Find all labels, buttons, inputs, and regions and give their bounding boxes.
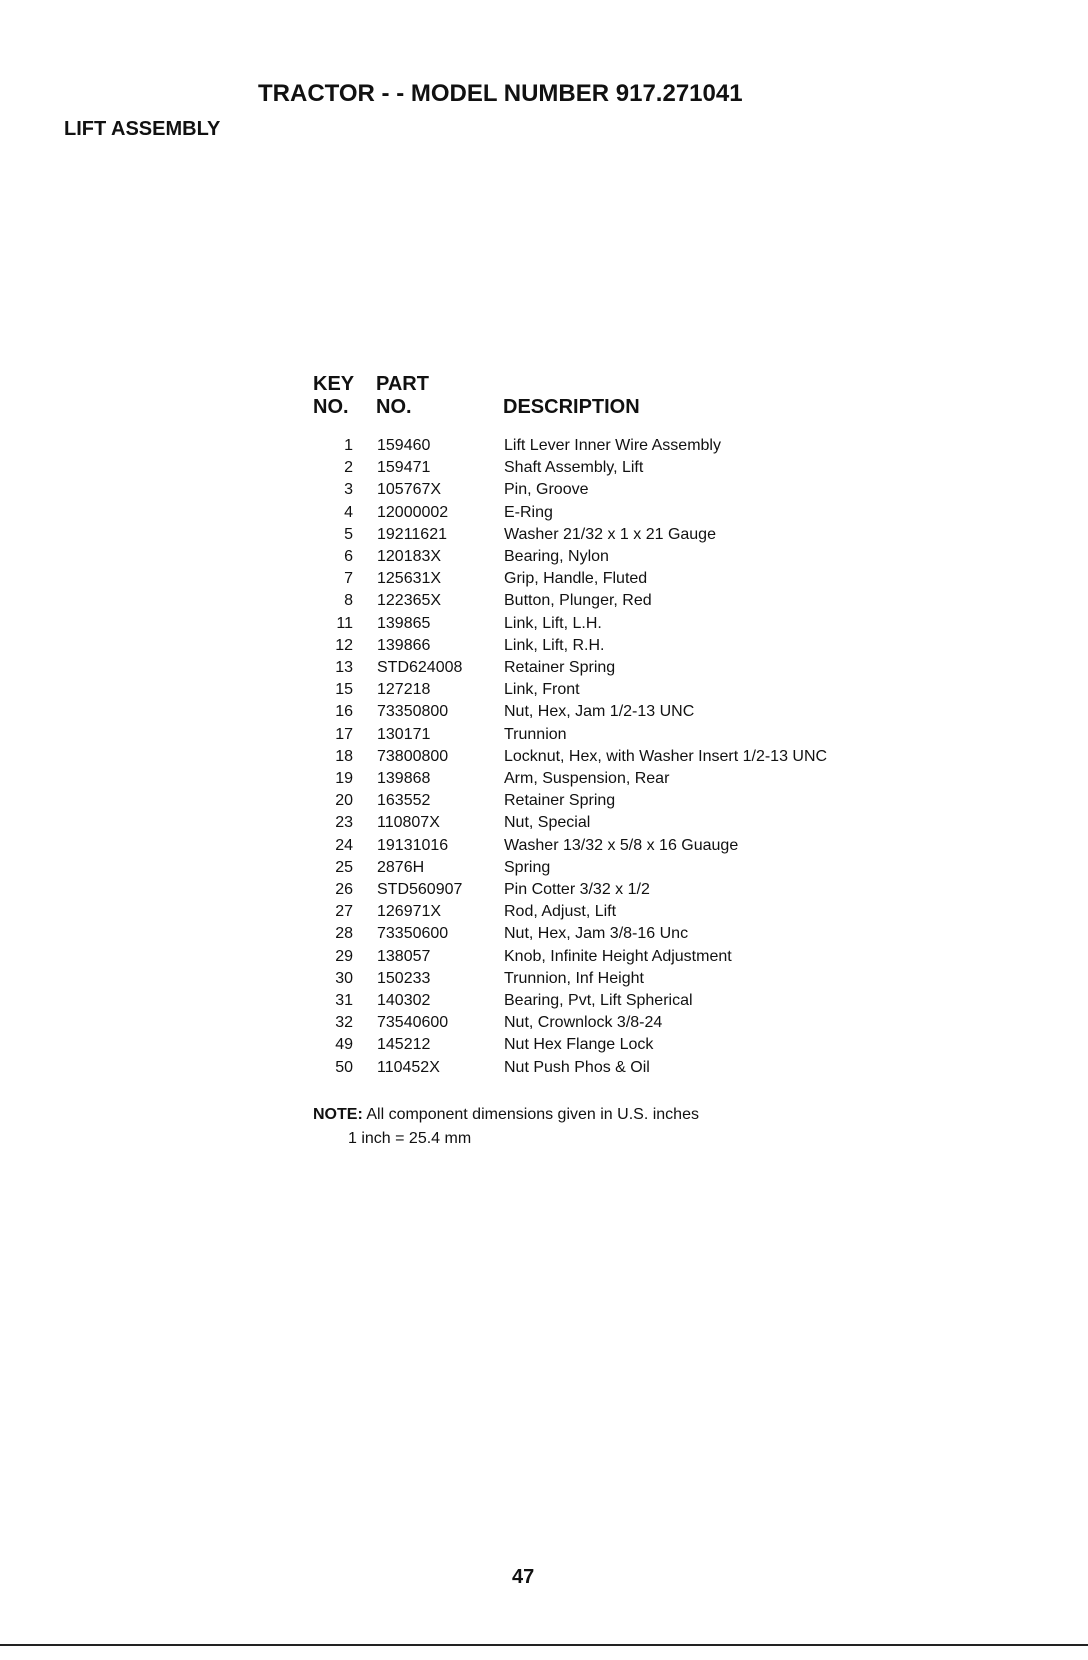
part-description: Lift Lever Inner Wire Assembly — [504, 437, 721, 454]
part-description: Pin, Groove — [504, 481, 589, 499]
table-row — [300, 435, 827, 457]
part-description: E-Ring — [504, 503, 553, 521]
part-number: 150233 — [377, 969, 431, 987]
part-description: Nut, Crownlock 3/8-24 — [504, 1014, 663, 1032]
key-number: 8 — [344, 592, 353, 610]
header-key-line2: NO. — [313, 396, 349, 418]
table-row — [300, 657, 827, 679]
table-row — [300, 968, 827, 990]
part-number: 105767X — [377, 481, 442, 499]
table-row — [300, 701, 827, 723]
table-row — [300, 635, 827, 657]
key-number: 12 — [335, 636, 353, 654]
document-title: TRACTOR - - MODEL NUMBER 917.271041 — [258, 80, 743, 107]
section-title: LIFT ASSEMBLY — [64, 118, 221, 140]
key-number: 28 — [335, 925, 353, 943]
table-row — [300, 746, 827, 768]
part-description: Link, Lift, L.H. — [504, 614, 602, 632]
part-description: Spring — [504, 858, 551, 876]
part-number: 145212 — [377, 1036, 431, 1054]
table-row — [300, 679, 827, 701]
page-number: 47 — [512, 1566, 535, 1588]
key-number: 49 — [335, 1036, 353, 1054]
key-number: 29 — [335, 947, 353, 965]
part-number: 126971X — [377, 903, 442, 921]
header-key-line1: KEY — [313, 373, 355, 395]
part-description: Grip, Handle, Fluted — [504, 570, 648, 588]
part-number: 130171 — [377, 725, 431, 743]
part-description: Nut, Special — [504, 814, 591, 832]
part-description: Pin Cotter 3/32 x 1/2 — [504, 881, 650, 899]
part-description: Trunnion — [504, 725, 567, 743]
part-number: 159460 — [377, 437, 431, 454]
table-row — [300, 1012, 827, 1034]
part-number: 110807X — [377, 814, 440, 832]
table-row — [300, 946, 827, 968]
part-number: 12000002 — [377, 503, 449, 521]
table-row — [300, 923, 827, 945]
table-row — [300, 835, 827, 857]
part-description: Link, Front — [504, 681, 580, 699]
key-number: 30 — [335, 969, 353, 987]
part-number: STD624008 — [377, 659, 463, 677]
part-description: Nut Push Phos & Oil — [504, 1058, 650, 1076]
table-row — [300, 613, 827, 635]
part-number: 139865 — [377, 614, 431, 632]
key-number: 23 — [335, 814, 353, 832]
part-number: 125631X — [377, 570, 442, 588]
table-row — [300, 479, 827, 501]
table-row — [300, 724, 827, 746]
note-text: All component dimensions given in U.S. inches — [366, 1106, 699, 1123]
table-row — [300, 524, 827, 546]
key-number: 17 — [335, 725, 353, 743]
bottom-rule — [0, 1644, 1088, 1646]
key-number: 19 — [335, 770, 353, 788]
key-number: 1 — [344, 437, 353, 454]
part-description: Trunnion, Inf Height — [504, 969, 644, 987]
parts-table-body — [300, 435, 827, 1079]
part-description: Arm, Suspension, Rear — [504, 770, 670, 788]
part-number: 73800800 — [377, 747, 449, 765]
key-number: 13 — [335, 659, 353, 677]
key-number: 4 — [344, 503, 353, 521]
table-row — [300, 590, 827, 612]
key-number: 26 — [335, 881, 353, 899]
key-number: 2 — [344, 459, 353, 477]
part-description: Nut, Hex, Jam 3/8-16 Unc — [504, 925, 689, 943]
key-number: 32 — [335, 1014, 353, 1032]
part-description: Knob, Infinite Height Adjustment — [504, 947, 732, 965]
part-number: 110452X — [377, 1058, 440, 1076]
part-description: Bearing, Nylon — [504, 548, 609, 566]
key-number: 3 — [344, 481, 353, 499]
table-row — [300, 768, 827, 790]
part-number: 19211621 — [377, 525, 447, 543]
part-number: 140302 — [377, 992, 431, 1010]
part-number: 139866 — [377, 636, 431, 654]
part-description: Washer 13/32 x 5/8 x 16 Guauge — [504, 836, 739, 854]
table-row — [300, 879, 827, 901]
header-part-line2: NO. — [376, 396, 412, 418]
part-number: 138057 — [377, 947, 431, 965]
table-row — [300, 568, 827, 590]
part-number: 139868 — [377, 770, 431, 788]
key-number: 15 — [335, 681, 353, 699]
part-number: 19131016 — [377, 836, 449, 854]
key-number: 18 — [335, 747, 353, 765]
key-number: 24 — [335, 836, 353, 854]
table-row — [300, 1057, 827, 1079]
part-number: 73350800 — [377, 703, 449, 721]
part-description: Button, Plunger, Red — [504, 592, 652, 610]
part-description: Retainer Spring — [504, 659, 616, 677]
key-number: 20 — [335, 792, 353, 810]
table-row — [300, 901, 827, 923]
key-number: 50 — [335, 1058, 353, 1076]
part-number: STD560907 — [377, 881, 463, 899]
part-description: Bearing, Pvt, Lift Spherical — [504, 992, 693, 1010]
part-number: 120183X — [377, 548, 442, 566]
part-number: 73350600 — [377, 925, 449, 943]
key-number: 16 — [335, 703, 353, 721]
table-row — [300, 857, 827, 879]
part-description: Nut, Hex, Jam 1/2-13 UNC — [504, 703, 695, 721]
part-number: 2876H — [377, 858, 425, 876]
part-description: Shaft Assembly, Lift — [504, 459, 644, 477]
key-number: 5 — [344, 525, 353, 543]
table-row — [300, 1034, 827, 1056]
key-number: 6 — [344, 548, 353, 566]
part-number: 122365X — [377, 592, 442, 610]
table-row — [300, 990, 827, 1012]
header-description: DESCRIPTION — [503, 396, 640, 418]
header-part-line1: PART — [376, 373, 429, 395]
part-number: 127218 — [377, 681, 431, 699]
part-description: Washer 21/32 x 1 x 21 Gauge — [504, 525, 716, 543]
table-row — [300, 457, 827, 479]
table-row — [300, 502, 827, 524]
key-number: 27 — [335, 903, 353, 921]
table-row — [300, 546, 827, 568]
part-description: Link, Lift, R.H. — [504, 636, 605, 654]
note — [313, 1106, 699, 1124]
part-number: 163552 — [377, 792, 431, 810]
part-number: 159471 — [377, 459, 431, 477]
key-number: 31 — [335, 992, 353, 1010]
part-description: Nut Hex Flange Lock — [504, 1036, 654, 1054]
part-description: Rod, Adjust, Lift — [504, 903, 617, 921]
part-number: 73540600 — [377, 1014, 449, 1032]
key-number: 25 — [335, 858, 353, 876]
table-row — [300, 812, 827, 834]
key-number: 7 — [344, 570, 353, 588]
note-conversion: 1 inch = 25.4 mm — [348, 1130, 472, 1147]
parts-table — [300, 435, 827, 1079]
key-number: 11 — [336, 614, 353, 632]
note-label: NOTE: — [313, 1106, 363, 1123]
table-row — [300, 790, 827, 812]
part-description: Locknut, Hex, with Washer Insert 1/2-13 UNC — [504, 747, 828, 765]
part-description: Retainer Spring — [504, 792, 616, 810]
